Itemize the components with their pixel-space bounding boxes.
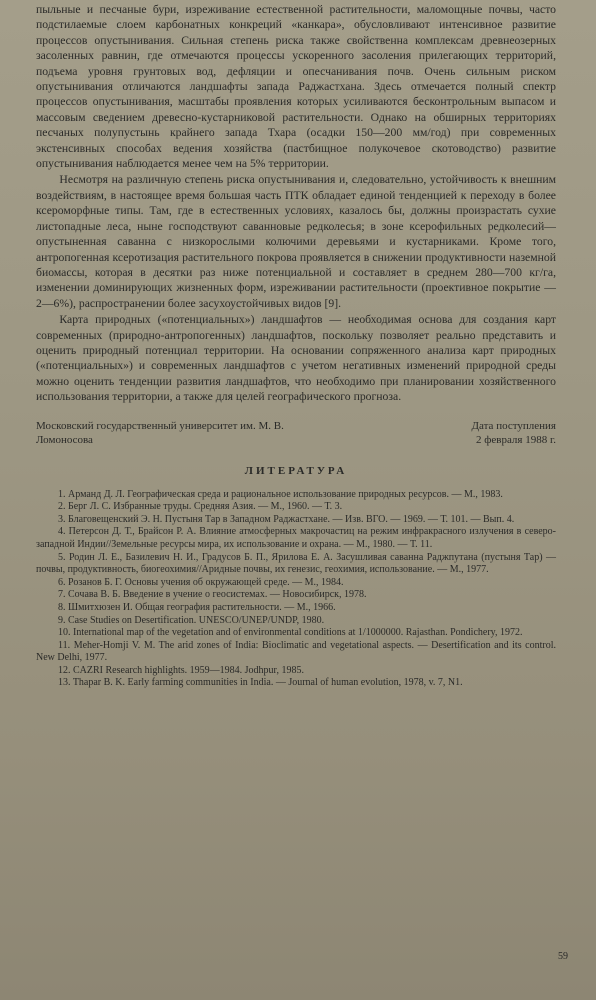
paragraph: пыльные и песчаные бури, изреживание естественной растительности, маломощные почвы, часто подстилаемые слоем карбонатных конкреций «канкара», обусловливают интенсивное развитие процессов опустынивания. Сильная степень риска также свойственна комплексам древнеозерных засоленных равнин, где отмечаются процессы ускоренного засоления прилегающих территорий, подъема уровня грунтовых вод, дефляции и опесчанивания почв. Очень сильным риском опустынивания отличаются ландшафты запада Раджастхана. Здесь отмечается полный спектр процессов опустынивания, масштабы проявления которых усиливаются бесконтрольным выпасом и массовым сведением древесно-кустарниковой растительности. Однако на обширных территориях песчаных полупустынь крайнего запада Тхара (осадки 150—200 мм/год) при современных экстенсивных способах ведения хозяйства (пастбищное полукочевое скотоводство) развитие опустынивания наблюдается менее чем на 5% территории. (36, 3, 556, 171)
institution: Московский государственный университет им. М. В. Ломоносова (36, 419, 284, 446)
reference-item: 10. International map of the vegetation and of environmental conditions at 1/1000000. Rajasthan. Pondichery, 1972. (58, 627, 523, 639)
reference-item: 5. Родин Л. Е., Базилевич Н. И., Градусов Б. П., Ярилова Е. А. Засушливая саванна Раджпутана (пустыня Тар) — почвы, продуктивность, биогеохимия//Аридные почвы, их генезис, геохимия, использование. — М., 1977. (36, 551, 556, 576)
reference-item: 13. Thapar B. K. Early farming communities in India. — Journal of human evolution, 1978, v. 7, N1. (58, 677, 463, 689)
reference-item: 9. Case Studies on Desertification. UNESCO/UNEP/UNDP, 1980. (58, 614, 325, 626)
references-list (36, 489, 556, 691)
article-body (36, 0, 556, 405)
reference-item: 6. Розанов Б. Г. Основы учения об окружающей среде. — М., 1984. (58, 576, 344, 588)
reference-item: 4. Петерсон Д. Т., Брайсон Р. А. Влияние атмосферных макрочастиц на режим инфракрасного излучения в северо-западной Индии//Земельные ресурсы мира, их использование и охрана. — М., 1980. — Т. 11. (36, 526, 556, 550)
reference-item: 8. Шмитхюзен И. Общая география растительности. — М., 1966. (58, 601, 336, 613)
received-block (426, 419, 556, 447)
paragraph: Карта природных («потенциальных») ландшафтов — необходимая основа для создания карт современных (природно-антропогенных) ландшафтов, поскольку позволяет реально представить и оценить природный потенциал территории. На основании сопряженного анализа карт природных («потенциальных») и современных ландшафтов с учетом негативных изменений природной среды можно оценить тенденции развития ландшафтов, что необходимо при планировании хозяйственного использования территории, а также для целей географического прогноза. (36, 313, 556, 404)
reference-item: 2. Берг Л. С. Избранные труды. Средняя Азия. — М., 1960. — Т. 3. (58, 501, 343, 513)
reference-item: 3. Благовещенский Э. Н. Пустыня Тар в Западном Раджастхане. — Изв. ВГО. — 1969. — Т. 101. — Вып. 4. (58, 513, 515, 525)
paragraph: Несмотря на различную степень риска опустынивания и, следовательно, устойчивость к внешним воздействиям, в настоящее время большая часть ПТК обладает единой тенденцией к переходу в более ксероморфные типы. Там, где в естественных условиях, казалось бы, должны произрастать сухие листопадные леса, ныне господствуют саванновые редколесья; в зоне ксерофильных редколесий—опустыненная саванна с низкорослыми колючими деревьями и кустарниками. Кроме того, антропогенная ксеротизация растительного покрова проявляется в снижении продуктивности наземной биомассы, которая в десятки раз ниже потенциальной и составляет в среднем 280—700 кг/га, изменении доминирующих жизненных форм, изреживании растительности (проективное покрытие — 2—6%), распространении более засухоустойчивых видов [9]. (36, 173, 556, 310)
page-number: 59 (558, 951, 568, 962)
reference-item: 1. Арманд Д. Л. Географическая среда и рациональное использование природных ресурсов. — М., 1983. (58, 488, 503, 500)
received-label: Дата поступления (471, 419, 556, 432)
reference-item: 11. Meher-Homji V. M. The arid zones of India: Bioclimatic and vegetational aspects. — Desertification and its control. New Delhi, 1977. (36, 639, 556, 664)
signature-block (36, 419, 556, 447)
reference-item: 7. Сочава В. Б. Введение в учение о геосистемах. — Новосибирск, 1978. (58, 589, 367, 601)
reference-item: 12. CAZRI Research highlights. 1959—1984. Jodhpur, 1985. (58, 664, 304, 676)
received-date: 2 февраля 1988 г. (475, 433, 556, 446)
references-heading: ЛИТЕРАТУРА (244, 464, 348, 477)
